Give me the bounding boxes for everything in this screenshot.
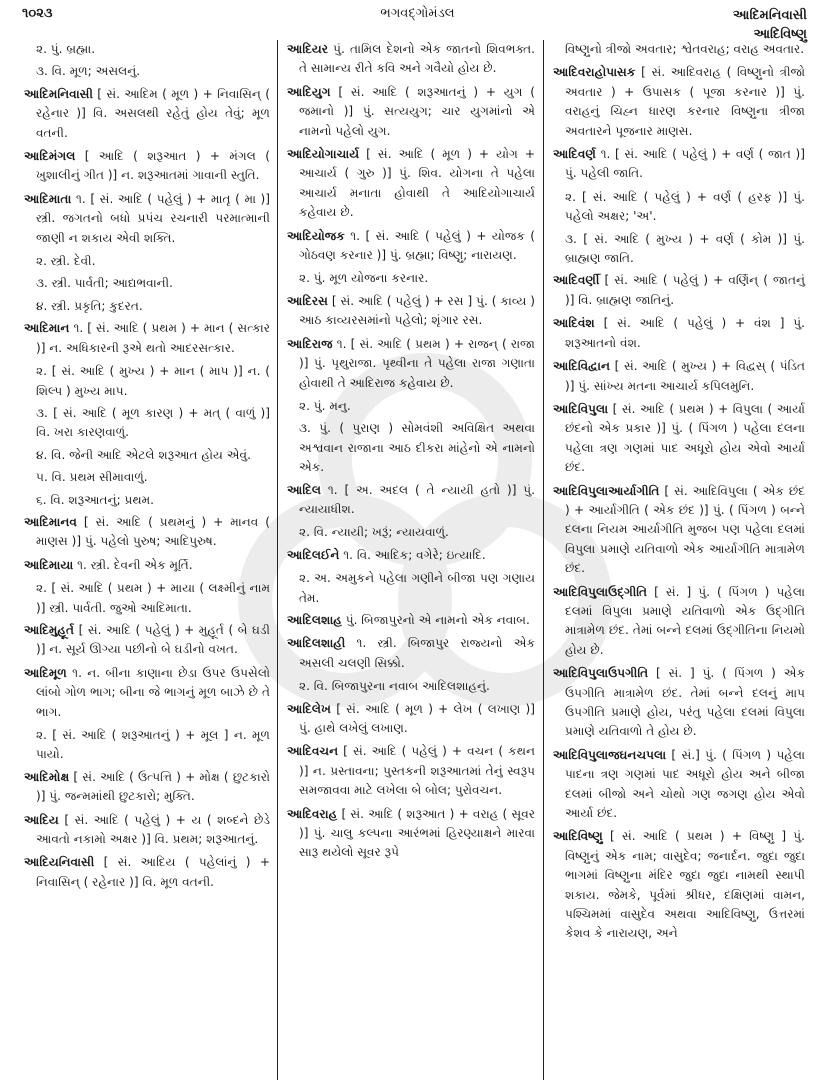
dictionary-entry xyxy=(287,611,535,630)
entry-sense: ૨. પું. મૂળ યોજના કરનાર. xyxy=(299,271,429,286)
entry-sense: ૨. વિ. ન્યાયી; ખરૂં; ન્યાયવાળું. xyxy=(299,525,449,540)
entry-definition: [ સં. આદિ ( મૂળ ) + લેખ ( લખાણ )] પું. હાથે લખેલું લખાણ. xyxy=(299,701,535,735)
entry-definition: [ સં. ] પું. ( પિંગળ ) પહેલા દલમાં વિપુલા પ્રમાણે યતિવાળો એક ઉદ્ગીતિ માત્રામેળ છંદ. તેમાં બન્ને દલમાં ઉદ્ગીતિના નિયમો હોય છે. xyxy=(565,584,805,657)
entry-sense: ૨. [ સં. આદિ ( શરૂઆતનું ) + મૂલ ] ન. મૂળ પાયો. xyxy=(36,728,270,762)
entry-sense: ૨. [ સં. આદિ ( મુખ્ય ) + માન ( માપ )] ન. ( શિલ્પ ) મુખ્ય માપ. xyxy=(36,364,270,398)
entry-headword: આદિવિદ્વાન xyxy=(553,359,610,374)
entry-definition: [ સં. આદિ ( પહેલું ) + મુહૂર્ત ( બે ઘડી )] ન. સૂર્ય ઊગ્યા પછીનો બે ઘડીનો વખત. xyxy=(36,622,270,657)
entry-definition: [ સં. આદિ ( પહેલું ) + રસ ] પું. ( કાવ્ય ) આઠ કાવ્યરસમાંનો પહેલો; શૃંગાર રસ. xyxy=(299,293,535,328)
entry-definition: [ સં. આદિ ( મુખ્ય ) + વિદ્વસ્ ( પંડિત )] પું. સાંખ્ય મતના આચાર્ય કપિલમુનિ. xyxy=(565,359,805,393)
entry-headword: આદિવચન xyxy=(287,744,339,759)
entry-headword: આદિમૂળ xyxy=(24,665,67,680)
entry-sense: ૩. [ સં. આદિ ( મુખ્ય ) + વર્ણ ( કોમ )] પું. બ્રાહ્મણ જાતિ. xyxy=(565,231,805,266)
entry-headword: આદિયુગ xyxy=(287,84,331,99)
entry-sense: ૨. પું. મનુ. xyxy=(299,398,351,413)
entry-headword: આદિવિપુલાજઘનચપલા xyxy=(553,747,667,762)
entry-definition: [ સં. આદિ ( પહેલું ) + વર્ણિન્ ( જાતનું )] વિ. બ્રાહ્મણ જાતિનું. xyxy=(565,273,805,307)
entry-sense: ૪. વિ. જેની આદિ એટલે શરૂઆત હોય એવું. xyxy=(36,447,251,462)
entry-sense: ૩. વિ. મૂળ; અસલનું. xyxy=(36,64,141,79)
entry-definition: ૧. ન. બીના કાણાના છેડા ઉપર ઉપસેલો લાંબો ગોળ ભાગ; બીના જે ભાગનું મૂળ બાઝે છે તે ભાગ. xyxy=(36,665,270,719)
dictionary-entry xyxy=(24,621,270,660)
dictionary-entry xyxy=(287,546,535,565)
entry-definition: [ સં. આદિ ( શરૂઆતનું ) + યુગ ( જમાનો )] પું. સત્યયુગ; ચાર યુગમાંનો એ નામનો પહેલો યુગ. xyxy=(299,84,535,138)
guide-word-first: આદિમનિવાસી xyxy=(732,8,807,23)
entry-headword: આદિવિપુલાઉપગીતિ xyxy=(553,666,649,681)
dictionary-entry xyxy=(553,357,805,396)
running-title: ભગવદ્ગોમંડલ xyxy=(380,6,455,21)
entry-headword: આદિમાયા xyxy=(24,557,74,572)
dictionary-entry xyxy=(287,145,535,223)
column-1 xyxy=(24,40,270,896)
entry-definition: [ સં. આદિ ( પ્રથમનું ) + માનવ ( માણસ )] પું. પહેલો પુરુષ; આદિપુરુષ. xyxy=(36,514,270,549)
dictionary-entry xyxy=(287,335,535,393)
entry-headword: આદિયર xyxy=(287,42,329,56)
dictionary-entry xyxy=(24,513,270,552)
entry-sense: ૨. સ્ત્રી. દેવી. xyxy=(36,254,96,269)
entry-definition: ૧. [ સં. આદિ ( પ્રથમ ) + માન ( સત્કાર )] ન. અધિકારની રૂએ થતો આદરસત્કાર. xyxy=(36,321,270,355)
dictionary-entry xyxy=(24,664,270,722)
dictionary-entry xyxy=(553,271,805,310)
entry-sense: ૨. [ સં. આદિ ( પ્રથમ ) + માયા ( લક્ષ્મીનું નામ )] સ્ત્રી. પાર્વતી. જુઓ આદિમાતા. xyxy=(36,581,270,615)
entry-definition: [ સં. આદિ ( પહેલું ) + વચન ( કથન )] ન. પ્રસ્તાવના; પુસ્તકની શરૂઆતમાં તેનું સ્વરૂપ સમજાવવા માટે લખેલા બે બોલ; પુરોવચન. xyxy=(299,744,535,798)
entry-definition: ૧. સ્ત્રી. દેવની એક મૂર્તિ. xyxy=(73,557,193,572)
dictionary-entry xyxy=(287,700,535,739)
entry-definition: ૧. સ્ત્રી. બિજાપુર રાજ્યનો એક અસલી ચલણી સિક્કો. xyxy=(299,636,535,670)
entry-headword: આદિયોજક xyxy=(287,228,345,243)
dictionary-entry xyxy=(287,481,535,520)
entry-sense: ૫. વિ. પ્રથમ સીમાવાળું. xyxy=(36,470,148,485)
dictionary-entry xyxy=(553,400,805,478)
entry-sense: ૨. વિ. બિજાપુરના નવાબ આદિલશાહનું. xyxy=(299,679,490,694)
entry-headword: આદિરાજ xyxy=(287,336,333,351)
entry-sense: ૬. વિ. શરૂઆતનું; પ્રથમ. xyxy=(36,492,155,507)
dictionary-entry xyxy=(24,190,270,248)
entry-headword: આદિરસ xyxy=(287,293,328,308)
dictionary-entry xyxy=(553,746,805,824)
entry-headword: આદિવિપુલાઆર્યાગીતિ xyxy=(553,483,660,498)
guide-word-last: આદિવિષ્ણુ xyxy=(753,27,807,42)
entry-sense: ૨. પું. બ્રહ્મા. xyxy=(36,42,96,56)
entry-sense: ૩. પું. ( પુરાણ ) સોમવંશી અવિક્ષિત અથવા અશ્વવાન રાજાના આઠ દીકરા માંહેનો એ નામનો એક. xyxy=(299,421,535,475)
entry-definition: [ સં.] પું. ( પિંગળ ) પહેલા પાદના ત્રણ ગણમાં પાદ અધૂરો હોય અને બીજા દલમાં બીજો અને ચોથો ગણ જગણ હોય એવો આર્યા છંદ. xyxy=(565,747,805,821)
column-divider xyxy=(543,40,544,1080)
dictionary-entry xyxy=(287,805,535,863)
entry-definition: [ સં. આદિમ ( મૂળ ) + નિવાસિન્ ( રહેનાર )] વિ. અસલથી રહેતું હોય તેવું; મૂળ વતની. xyxy=(36,86,270,140)
dictionary-entry xyxy=(24,85,270,143)
dictionary-entry xyxy=(553,664,805,742)
entry-definition: પું. બિજાપુરનો એ નામનો એક નવાબ. xyxy=(341,612,530,627)
dictionary-entry xyxy=(24,768,270,807)
entry-definition: પું. તામિલ દેશનો એક જાતનો શિવભક્ત. તે સામાન્ય રીતે કવિ અને ગવૈયો હોય છે. xyxy=(299,42,535,76)
entry-headword: આદિમાતા xyxy=(24,191,72,206)
entry-headword: આદિવિષ્ણુ xyxy=(553,829,603,844)
entry-headword: આદિવરાહ xyxy=(287,806,338,821)
entry-headword: આદિમુહૂર્ત xyxy=(24,622,75,637)
entry-headword: આદિલ xyxy=(287,482,322,497)
dictionary-entry xyxy=(287,742,535,800)
page-number: ૧૦૨૩ xyxy=(22,6,53,21)
entry-headword: આદિવર્ણ xyxy=(553,147,596,162)
entry-headword: આદિમોક્ષ xyxy=(24,769,70,784)
entry-sense: ૩. સ્ત્રી. પાર્વતી; આદ્યભવાની. xyxy=(36,276,173,291)
entry-definition: ૧. [ સં. આદિ ( પહેલું ) + વર્ણ ( જાત )] પું. પહેલી જાતિ. xyxy=(565,147,805,181)
column-divider xyxy=(277,40,278,1080)
entry-definition: [ સં. આદિ ( પહેલું ) + ય ( શબ્દને છેડે આવતો નકામો અક્ષર )] વિ. પ્રથમ; શરૂઆતનું. xyxy=(36,812,270,847)
column-2 xyxy=(287,40,535,867)
entry-headword: આદિમાન xyxy=(24,321,70,336)
entry-definition: [ સં. આદિવિપુલા ( એક છંદ ) + આર્યાગીતિ ( એક છંદ )] પું. ( પિંગળ ) બન્ને દલના નિયમ આર્યાગીતિ મુજબ પણ પહેલા દલમાં વિપુલા પ્રમાણે યતિવાળો એક આર્યાગીતિ માત્રામેળ છંદ. xyxy=(565,483,805,576)
dictionary-entry xyxy=(24,853,270,892)
dictionary-entry xyxy=(553,145,805,184)
dictionary-entry xyxy=(553,482,805,579)
entry-definition: [ સં. આદિ ( ઉત્પત્તિ ) + મોક્ષ ( છુટકારો )] પું. જન્મમાંથી છુટકારો; મુક્તિ. xyxy=(36,769,270,804)
entry-definition: ૧. [ અ. અદલ ( તે ન્યાયી હતો )] પું. ન્યાયાધીશ. xyxy=(299,482,535,516)
column-3 xyxy=(553,40,805,948)
dictionary-entry xyxy=(553,583,805,661)
dictionary-entry xyxy=(24,556,270,575)
entry-headword: આદિલશાહ xyxy=(287,612,342,627)
entry-continuation: વિષ્ણુનો ત્રીજો અવતાર; શ્વેતવરાહ; વરાહ અવતાર. xyxy=(565,42,805,56)
entry-headword: આદિયનિવાસી xyxy=(24,855,95,870)
entry-sense: ૨. [ સં. આદિ ( પહેલું ) + વર્ણ ( હરફ )] પું. પહેલો અક્ષર; 'અ'. xyxy=(565,189,805,224)
entry-definition: [ આદિ ( શરૂઆત ) + મંગલ ( ખુશાલીનું ગીત )] ન. શરૂઆતમાં ગાવાની સ્તુતિ. xyxy=(36,149,270,183)
entry-definition: ૧. [ સં. આદિ ( પહેલું ) + યોજક ( ગોઠવણ કરનાર )] પું. બ્રહ્મા; વિષ્ણુ; નારાયણ. xyxy=(299,228,535,263)
entry-definition: [ સં. આદિ ( પ્રથમ ) + વિષ્ણુ ] પું. વિષ્ણુનું એક નામ; વાસુદેવ; જનાર્દન. જુદા જુદા ભાગમાં વિષ્ણુના મંદિર જુદા જુદા નામથી સ્થાપી શકાય. જેમકે, પૂર્વમાં શ્રીધર, દક્ષિણમાં વામન, પશ્ચિમમાં વાસુદેવ અથવા આદિવિષ્ણુ, ઉત્તરમાં કેશવ કે નારાયણ, અને xyxy=(565,829,805,941)
dictionary-entry xyxy=(287,40,535,79)
entry-headword: આદિયોગાચાર્ય xyxy=(287,147,360,162)
entry-headword: આદિલઈને xyxy=(287,547,340,562)
dictionary-entry xyxy=(287,227,535,266)
dictionary-entry xyxy=(553,314,805,353)
entry-sense: ૨. અ. અમુકને પહેલા ગણીને બીજા પણ ગણાય તેમ. xyxy=(299,571,535,605)
entry-headword: આદિલશાહી xyxy=(287,636,346,651)
dictionary-entry xyxy=(24,147,270,186)
entry-definition: ૧. [ સં. આદિ ( પ્રથમ ) + રાજન્ ( રાજા )] પું. પૃથુરાજા. પૃથ્વીના તે પહેલા રાજા ગણાતા હોવાથી તે આદિરાજ કહેવાય છે. xyxy=(299,336,535,390)
dictionary-entry xyxy=(24,319,270,358)
entry-definition: [ સં. આદિય ( પહેલાંનું ) + નિવાસિન્ ( રહેનાર )] વિ. મૂળ વતની. xyxy=(36,855,270,889)
entry-headword: આદિવિપુલાઉદ્ગીતિ xyxy=(553,584,648,599)
dictionary-entry xyxy=(287,83,535,141)
entry-definition: ૧. [ સં. આદિ ( પહેલું ) + માતૃ ( મા )] સ્ત્રી. જગતનો બધો પ્રપંચ રચનારી પરમાત્માની જાણી ન શકાય એવી શક્તિ. xyxy=(36,191,270,245)
entry-definition: [ સં. ] પું. ( પિંગળ ) એક ઉપગીતિ માત્રામેળ છંદ. તેમાં બન્ને દલનું માપ ઉપગીતિ પ્રમાણે હોય, પરંતુ પહેલા દલમાં વિપુલા પ્રમાણે યતિવાળો તે હોય છે. xyxy=(565,666,805,739)
entry-sense: ૩. [ સં. આદિ ( મૂળ કારણ ) + મત્ ( વાળું )] વિ. ખરા કારણવાળું. xyxy=(36,405,270,440)
dictionary-entry xyxy=(287,292,535,331)
dictionary-entry xyxy=(24,811,270,850)
entry-headword: આદિમનિવાસી xyxy=(24,86,93,101)
dictionary-entry xyxy=(553,827,805,943)
entry-headword: આદિવિપુલા xyxy=(553,401,609,416)
entry-definition: ૧. વિ. આદિક; વગેરે; ઇત્યાદિ. xyxy=(339,547,486,562)
dictionary-entry xyxy=(287,634,535,673)
entry-headword: આદિલેખ xyxy=(287,701,331,716)
dictionary-entry xyxy=(553,63,805,141)
entry-definition: [ સં. આદિ ( મૂળ ) + યોગ + આચાર્ય ( ગુરુ )] પું. શિવ. યોગના તે પહેલા આચાર્ય મનાતા હોવાથી તે આદિયોગાચાર્ય કહેવાય છે. xyxy=(299,147,535,220)
entry-headword: આદિમંગલ xyxy=(24,149,76,164)
entry-headword: આદિવરાહોપાસક xyxy=(553,65,636,80)
entry-definition: [ સં. આદિ ( પહેલું ) + વંશ ] પું. શરૂઆતનો વંશ. xyxy=(565,316,805,350)
entry-headword: આદિવંશ xyxy=(553,316,595,331)
entry-definition: [ સં. આદિવરાહ ( વિષ્ણુનો ત્રીજો અવતાર ) + ઉપાસક ( પૂજા કરનાર )] પું. વરાહનું ચિહ્ન ધારણ કરનાર વિષ્ણુના ત્રીજા અવતારને પૂજનાર માણસ. xyxy=(565,65,805,138)
entry-headword: આદિય xyxy=(24,812,59,827)
guide-words xyxy=(733,6,807,44)
entry-definition: [ સં. આદિ ( શરૂઆત ) + વરાહ ( સૂવર )] પું. ચાલુ કલ્પના આરંભમાં હિરણ્યાક્ષને મારવા સારૂ થયેલો સૂવર રૂપે xyxy=(299,806,535,860)
entry-headword: આદિમાનવ xyxy=(24,514,77,529)
entry-definition: [ સં. આદિ ( પ્રથમ ) + વિપુલા ( આર્યા છંદનો એક પ્રકાર )] પું. ( પિંગળ ) પહેલા દલના પહેલા ત્રણ ગણમાં પાદ અધૂરો હોય એવો આર્યા છંદ. xyxy=(565,401,805,475)
entry-sense: ૪. સ્ત્રી. પ્રકૃતિ; કુદરત. xyxy=(36,298,143,313)
entry-headword: આદિવર્ણી xyxy=(553,273,600,288)
